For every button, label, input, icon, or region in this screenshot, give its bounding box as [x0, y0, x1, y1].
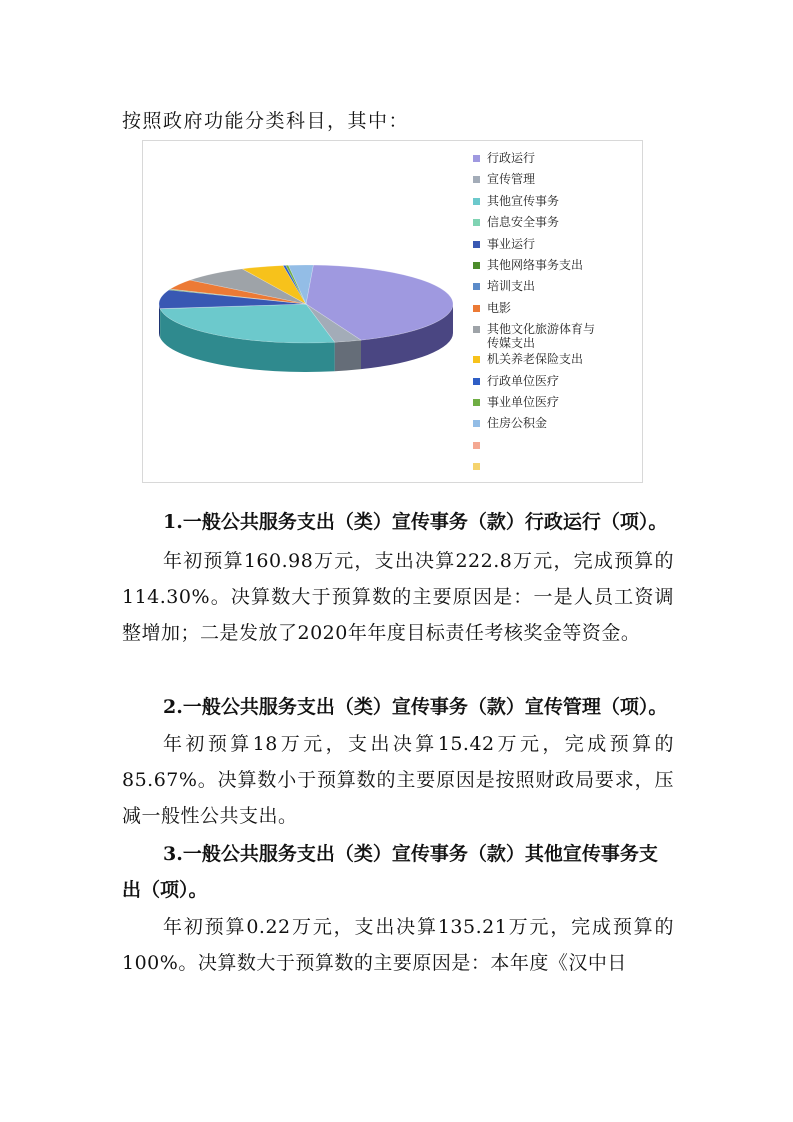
- legend-label-6: 培训支出: [487, 279, 536, 294]
- legend-swatch-13: [473, 442, 480, 449]
- legend-swatch-8: [473, 326, 480, 333]
- legend-item-3: [473, 215, 643, 236]
- legend-label-9: 机关养老保险支出: [487, 352, 584, 367]
- legend-swatch-7: [473, 305, 480, 312]
- section-2-heading: 2.一般公共服务支出（类）宣传事务（款）宣传管理（项）。: [163, 696, 668, 718]
- legend-swatch-4: [473, 241, 480, 248]
- legend-item-0: [473, 151, 643, 172]
- legend-item-6: [473, 279, 643, 300]
- legend-label-4: 事业运行: [487, 236, 536, 251]
- legend-item-8: [473, 322, 643, 352]
- section-2-body: 年初预算18万元，支出决算15.42万元，完成预算的85.67%。决算数小于预算数的主要原因是按照财政局要求，压减一般性公共支出。: [122, 733, 674, 827]
- legend-item-4: [473, 237, 643, 258]
- section-3-body: 年初预算0.22万元，支出决算135.21万元，完成预算的100%。决算数大于预算数的主要原因是：本年度《汉中日: [122, 916, 674, 974]
- legend-label-1: 宣传管理: [487, 172, 536, 187]
- legend-swatch-6: [473, 283, 480, 290]
- legend-label-8: 其他文化旅游体育与 传媒支出: [487, 322, 596, 351]
- pie-side-1: [335, 340, 361, 371]
- legend-swatch-0: [473, 155, 480, 162]
- legend-swatch-1: [473, 176, 480, 183]
- legend-swatch-2: [473, 198, 480, 205]
- section-1-heading: 1.一般公共服务支出（类）宣传事务（款）行政运行（项）。: [163, 511, 668, 533]
- legend-label-7: 电影: [487, 300, 512, 315]
- legend-item-1: [473, 172, 643, 193]
- section-3-heading: 3.一般公共服务支出（类）宣传事务（款）其他宣传事务支出（项）。: [122, 843, 658, 901]
- pie-side-4: [159, 304, 160, 338]
- legend-swatch-12: [473, 420, 480, 427]
- legend-swatch-14: [473, 463, 480, 470]
- chart-legend: [473, 151, 643, 480]
- pie-svg: [143, 141, 473, 482]
- section-1-body: 年初预算160.98万元，支出决算222.8万元，完成预算的114.30%。决算数大于预算数的主要原因是：一是人员工资调整增加；二是发放了2020年年度目标责任考核奖金等资金。: [122, 550, 674, 644]
- legend-item-10: [473, 374, 643, 395]
- legend-item-14: [473, 459, 643, 480]
- intro-text: 按照政府功能分类科目，其中：: [122, 110, 410, 132]
- legend-swatch-10: [473, 378, 480, 385]
- legend-label-12: 住房公积金: [487, 416, 548, 431]
- legend-label-10: 行政单位医疗: [487, 373, 560, 388]
- legend-item-9: [473, 352, 643, 373]
- legend-item-7: [473, 301, 643, 322]
- legend-label-3: 信息安全事务: [487, 215, 560, 230]
- legend-item-13: [473, 438, 643, 459]
- expenditure-pie-chart: [142, 140, 643, 483]
- legend-item-11: [473, 395, 643, 416]
- legend-swatch-5: [473, 262, 480, 269]
- legend-label-2: 其他宣传事务: [487, 193, 560, 208]
- legend-item-5: [473, 258, 643, 279]
- legend-label-5: 其他网络事务支出: [487, 257, 584, 272]
- legend-label-0: 行政运行: [487, 151, 536, 165]
- legend-item-2: [473, 194, 643, 215]
- legend-swatch-9: [473, 356, 480, 363]
- legend-label-11: 事业单位医疗: [487, 394, 560, 409]
- legend-swatch-3: [473, 219, 480, 226]
- legend-item-12: [473, 416, 643, 437]
- legend-swatch-11: [473, 399, 480, 406]
